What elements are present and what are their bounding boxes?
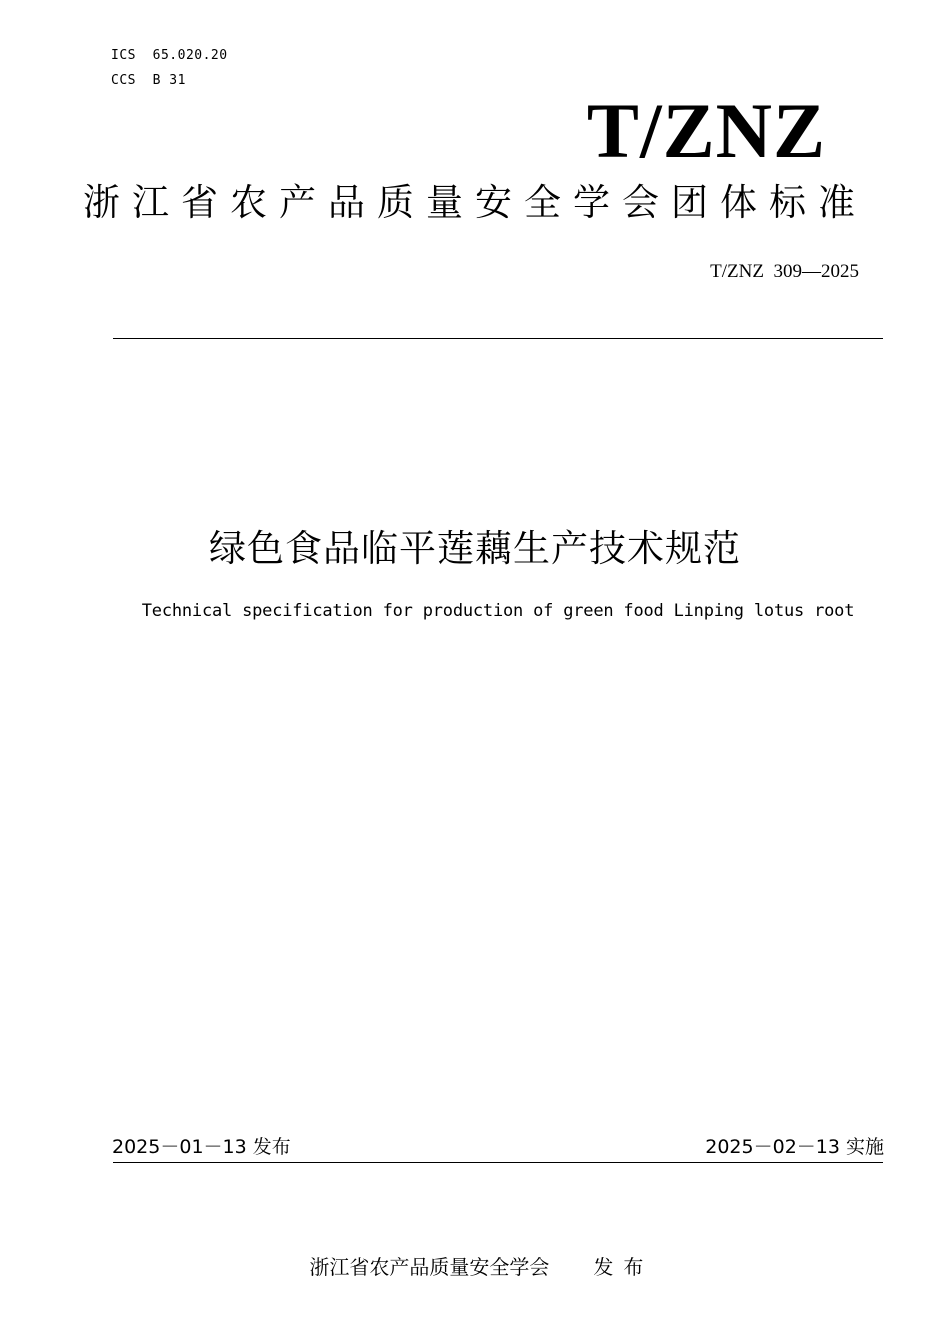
release-date: 2025－01－13 发布	[112, 1136, 291, 1158]
ics-code: ICS 65.020.20	[111, 48, 228, 63]
implementation-date: 2025－02－13 实施	[705, 1136, 884, 1158]
standard-logo: T/ZNZ	[586, 87, 826, 174]
organization-standard-title: 浙江省农产品质量安全学会团体标准	[83, 181, 867, 224]
bottom-divider	[113, 1162, 883, 1163]
publisher-name: 浙江省农产品质量安全学会	[309, 1255, 550, 1279]
publisher-line	[0, 1227, 950, 1280]
document-title-chinese: 绿色食品临平莲藕生产技术规范	[209, 527, 741, 570]
standard-number: T/ZNZ 309—2025	[710, 261, 859, 282]
ccs-code: CCS B 31	[111, 73, 186, 88]
top-divider	[113, 338, 883, 339]
document-title-english: Technical specification for production of green food Linping lotus root	[141, 601, 855, 621]
publish-action: 发布	[593, 1255, 654, 1279]
